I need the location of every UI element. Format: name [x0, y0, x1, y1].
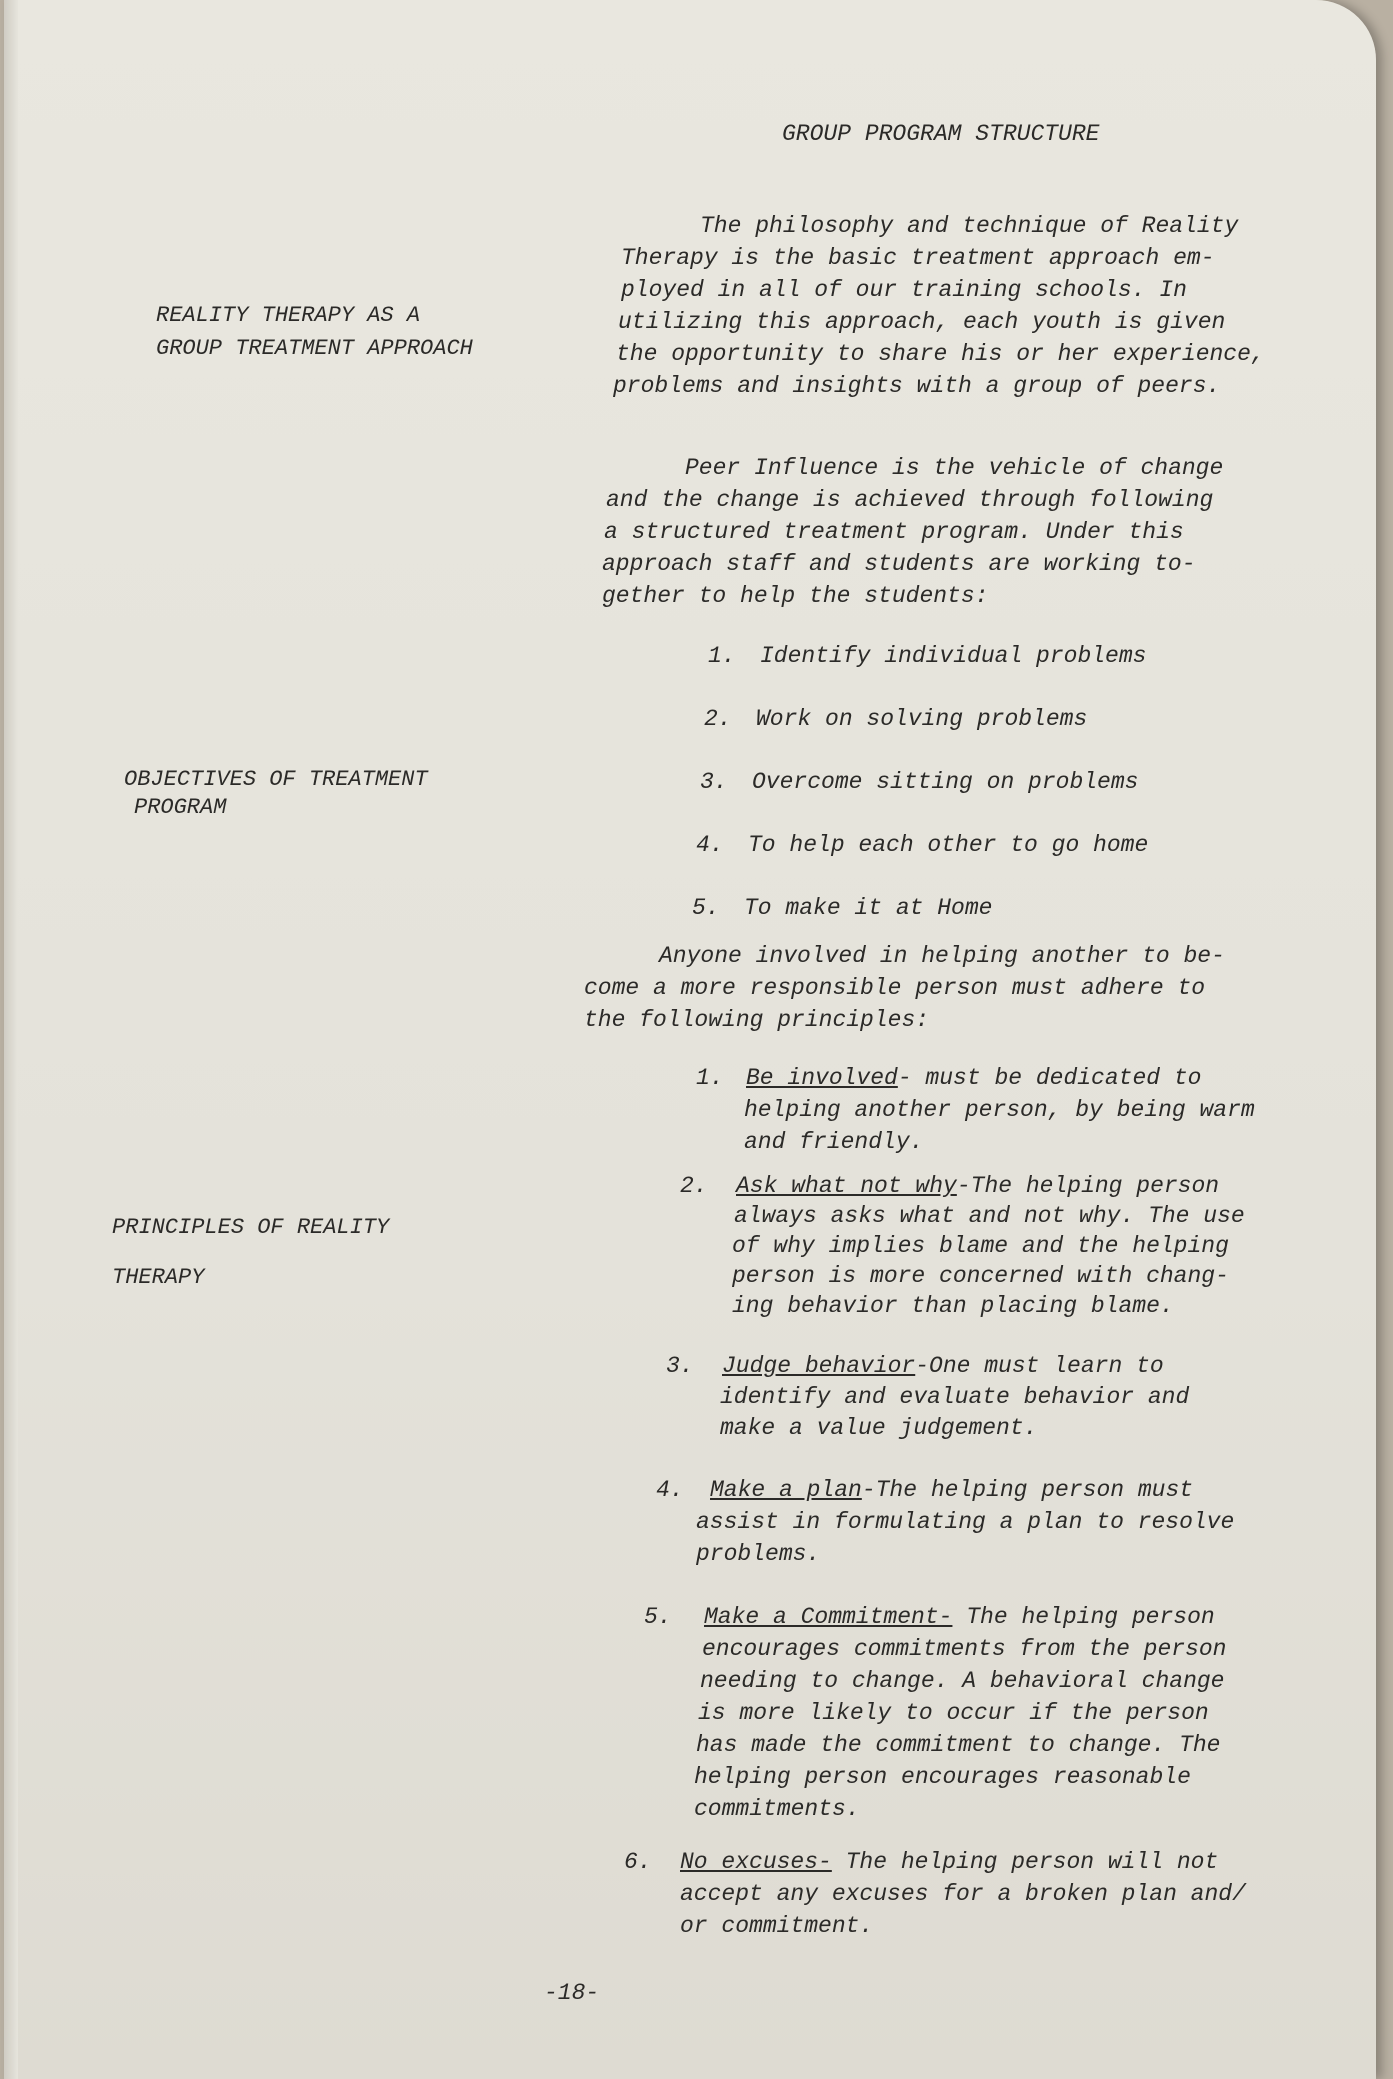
principle-line: of why implies blame and the helping — [732, 1233, 1229, 1259]
principle-line: make a value judgement. — [720, 1415, 1038, 1441]
margin-heading-principles-2: THERAPY — [112, 1265, 205, 1290]
principle-line: encourages commitments from the person — [702, 1636, 1227, 1662]
principle-line: person is more concerned with chang- — [732, 1263, 1229, 1289]
principle-line: Make a plan-The helping person must — [710, 1477, 1194, 1503]
principle-number: 3. — [666, 1353, 694, 1379]
para2-line: approach staff and students are working to- — [602, 551, 1196, 577]
para1-line: utilizing this approach, each youth is given — [618, 309, 1226, 335]
page-edge — [4, 0, 18, 2079]
principle-line: Make a Commitment- The helping person — [704, 1604, 1215, 1630]
para3-line: the following principles: — [584, 1007, 930, 1033]
margin-heading-objectives-2: PROGRAM — [134, 795, 227, 820]
page-number: -18- — [544, 1980, 600, 2006]
margin-heading-principles-1: PRINCIPLES OF REALITY — [112, 1215, 390, 1240]
principle-line: helping person encourages reasonable — [694, 1764, 1191, 1790]
objective-item: 5. To make it at Home — [692, 895, 993, 921]
para1-line: Therapy is the basic treatment approach em- — [621, 245, 1215, 271]
margin-heading-reality-1: REALITY THERAPY AS A — [156, 303, 421, 328]
para1-line: The philosophy and technique of Reality — [700, 213, 1239, 239]
principle-number: 1. — [696, 1065, 724, 1091]
principle-line: needing to change. A behavioral change — [700, 1668, 1225, 1694]
margin-heading-objectives-1: OBJECTIVES OF TREATMENT — [124, 767, 428, 792]
principle-line: assist in formulating a plan to resolve — [696, 1509, 1235, 1535]
para1-line: the opportunity to share his or her experience, — [616, 341, 1265, 367]
principle-line: problems. — [696, 1541, 821, 1567]
objective-item: 4. To help each other to go home — [696, 832, 1149, 858]
principle-line: Ask what not why-The helping person — [736, 1173, 1220, 1199]
principle-line: or commitment. — [680, 1913, 874, 1939]
para2-line: Peer Influence is the vehicle of change — [685, 455, 1224, 481]
principle-number: 6. — [624, 1849, 652, 1875]
page-title: GROUP PROGRAM STRUCTURE — [782, 121, 1100, 147]
principle-line: identify and evaluate behavior and — [720, 1384, 1190, 1410]
para2-line: and the change is achieved through following — [606, 487, 1214, 513]
objective-item: 3. Overcome sitting on problems — [700, 769, 1139, 795]
para2-line: a structured treatment program. Under this — [604, 519, 1184, 545]
principle-number: 4. — [656, 1477, 684, 1503]
principle-line: is more likely to occur if the person — [698, 1700, 1209, 1726]
principle-line: Be involved- must be dedicated to — [746, 1065, 1202, 1091]
principle-line: accept any excuses for a broken plan and/ — [680, 1881, 1246, 1907]
para1-line: ployed in all of our training schools. In — [621, 277, 1187, 303]
principle-line: commitments. — [694, 1796, 860, 1822]
margin-heading-reality-2: GROUP TREATMENT APPROACH — [156, 336, 473, 361]
para1-line: problems and insights with a group of peers. — [613, 373, 1221, 399]
document-page — [4, 0, 1376, 2079]
principle-line: helping another person, by being warm — [744, 1097, 1255, 1123]
principle-line: and friendly. — [744, 1129, 924, 1155]
objective-item: 2. Work on solving problems — [704, 706, 1088, 732]
para3-line: come a more responsible person must adhere to — [584, 975, 1206, 1001]
principle-line: Judge behavior-One must learn to — [722, 1353, 1164, 1379]
principle-number: 5. — [644, 1604, 672, 1630]
objective-item: 1. Identify individual problems — [708, 643, 1147, 669]
principle-line: ing behavior than placing blame. — [732, 1293, 1174, 1319]
para3-line: Anyone involved in helping another to be- — [659, 943, 1225, 969]
principle-line: has made the commitment to change. The — [696, 1732, 1221, 1758]
principle-line: always asks what and not why. The use — [734, 1203, 1245, 1229]
principle-number: 2. — [680, 1173, 708, 1199]
principle-line: No excuses- The helping person will not — [680, 1849, 1219, 1875]
para2-line: gether to help the students: — [602, 583, 989, 609]
